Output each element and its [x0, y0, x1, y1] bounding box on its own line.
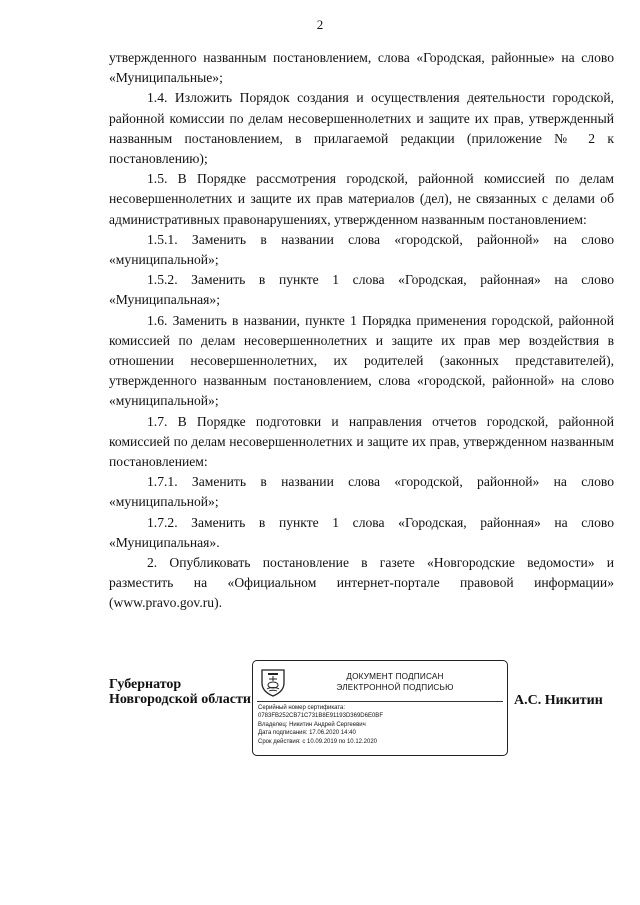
stamp-header-line2: ЭЛЕКТРОННОЙ ПОДПИСЬЮ — [336, 683, 454, 692]
signer-title — [109, 677, 251, 707]
certificate-number: 0783FB252CB71C731B8E91193D369D6E0BF — [258, 713, 383, 720]
electronic-signature-stamp — [252, 660, 508, 756]
paragraph-1-7-2: 1.7.2. Заменить в пункте 1 слова «Городская, районная» на слово «Муниципальная». — [109, 514, 614, 550]
signing-date: Дата подписания: 17.06.2020 14:40 — [258, 730, 356, 737]
certificate-validity: Срок действия: с 10.09.2019 по 10.12.2020 — [258, 738, 378, 745]
paragraph-continuation: утвержденного названным постановлением, слова «Городская, районные» на слово «Муниципальные»; — [109, 50, 614, 86]
paragraph-1-4: 1.4. Изложить Порядок создания и осуществления деятельности городской, районной комиссии по делам несовершеннолетних и защите их прав, утвержденный названным постановлением, в прилагаемой редакции (приложение № 2 к постановлению); — [109, 90, 614, 167]
paragraph-1-7-1: 1.7.1. Заменить в названии слова «городской, районной» на слово «муниципальной»; — [109, 474, 614, 510]
certificate-owner: Владелец: Никитин Андрей Сергеевич — [258, 721, 366, 728]
paragraph-1-5-1: 1.5.1. Заменить в названии слова «городской, районной» на слово «муниципальной»; — [109, 231, 614, 268]
paragraph-1-5: 1.5. В Порядке рассмотрения городской, районной комиссией по делам несовершеннолетних и защите их прав материалов (дел), не связанных с делами об административных правонарушениях, утвержденном названным постановлением: — [109, 171, 614, 227]
page-number: 2 — [316, 17, 324, 32]
stamp-header-line1: ДОКУМЕНТ ПОДПИСАН — [346, 672, 444, 681]
coat-of-arms-icon — [259, 667, 287, 697]
signer-title-line2: Новгородской области — [109, 692, 251, 707]
certificate-label: Серийный номер сертификата: — [258, 705, 346, 711]
paragraph-1-5-2: 1.5.2. Заменить в пункте 1 слова «Городская, районная» на слово «Муниципальная»; — [109, 272, 614, 308]
stamp-divider — [257, 701, 503, 702]
signer-title-line1: Губернатор — [109, 677, 182, 692]
stamp-header — [295, 671, 495, 693]
document-body — [109, 48, 614, 614]
paragraph-1-7: 1.7. В Порядке подготовки и направления отчетов городской, районной комиссией по делам несовершеннолетних и защите их прав, утвержденном названным постановлением: — [109, 413, 614, 470]
paragraph-1-6: 1.6. Заменить в названии, пункте 1 Порядка применения городской, районной комиссией по делам несовершеннолетних и защите их прав мер воздействия в отношении несовершеннолетних, их родителей (законных представителей), утвержденного названным постановлением, слова «городской, районной» на слово «муниципальной»; — [109, 312, 614, 409]
stamp-details — [258, 704, 504, 746]
paragraph-2: 2. Опубликовать постановление в газете «Новгородские ведомости» и разместить на «Официальном интернет-портале правовой информации» (www.pravo.gov.ru). — [109, 555, 614, 611]
signer-name: А.С. Никитин — [514, 693, 603, 708]
